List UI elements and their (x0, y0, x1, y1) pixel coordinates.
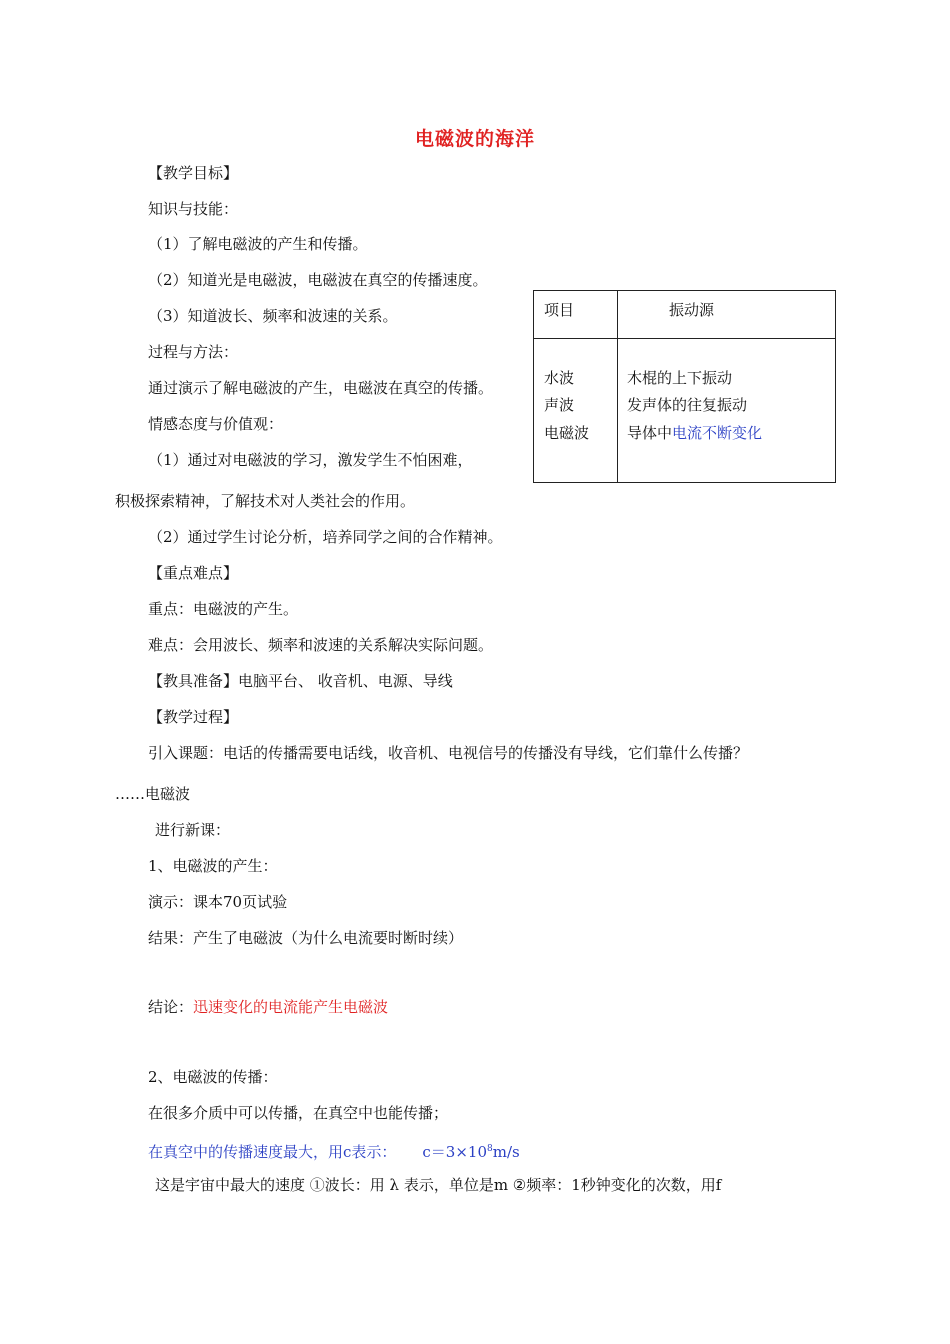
result-text: 结果：产生了电磁波（为什么电流要时断时续） (148, 929, 464, 947)
section-heading-process: 【教学过程】 (148, 708, 239, 726)
table-row-source-highlight: 电流不断变化 (672, 424, 763, 442)
speed-of-light-line (148, 1139, 520, 1162)
objective-item-3: （3）知道波长、频率和波速的关系。 (148, 307, 398, 325)
speed-description: 在真空中的传播速度最大，用c表示： (148, 1143, 397, 1161)
table-column-divider (617, 291, 618, 482)
objective-item-2: （2）知道光是电磁波，电磁波在真空的传播速度。 (148, 271, 488, 289)
conclusion-highlight: 迅速变化的电流能产生电磁波 (193, 998, 389, 1016)
demo-text: 演示：课本70页试验 (148, 893, 288, 911)
attitude-item-2: （2）通过学生讨论分析，培养同学之间的合作精神。 (148, 528, 503, 546)
table-row-source: 发声体的往复振动 (627, 396, 748, 414)
speed-formula: c＝3×10 (422, 1143, 488, 1161)
attitude-item-1-continued: 积极探索精神，了解技术对人类社会的作用。 (115, 492, 416, 510)
difficult-point-text: 难点：会用波长、频率和波速的关系解决实际问题。 (148, 636, 494, 654)
table-header-item: 项目 (544, 301, 575, 319)
subheading-attitude-values: 情感态度与价值观： (148, 415, 284, 433)
table-header-source: 振动源 (669, 301, 715, 319)
teaching-aids-text: 【教具准备】电脑平台、 收音机、电源、导线 (148, 672, 453, 690)
subheading-process-method: 过程与方法： (148, 343, 239, 361)
table-row-item: 声波 (544, 396, 575, 414)
process-method-text: 通过演示了解电磁波的产生，电磁波在真空的传播。 (148, 379, 494, 397)
table-row-source-prefix: 导体中 (627, 424, 673, 442)
table-row-item: 水波 (544, 369, 575, 387)
section-heading-objectives: 【教学目标】 (148, 164, 239, 182)
speed-exponent: 8 (487, 1144, 493, 1154)
speed-unit: m/s (492, 1143, 520, 1161)
conclusion-line (148, 997, 388, 1017)
conclusion-label: 结论： (148, 998, 194, 1016)
wavelength-frequency-text: 这是宇宙中最大的速度 ①波长：用 λ 表示，单位是m ②频率：1秒钟变化的次数，用f (155, 1176, 722, 1194)
key-point-text: 重点：电磁波的产生。 (148, 600, 299, 618)
table-row-source: 木棍的上下振动 (627, 369, 733, 387)
document-title: 电磁波的海洋 (414, 128, 535, 150)
section-heading-key-points: 【重点难点】 (148, 564, 239, 582)
introduction-answer: ……电磁波 (115, 785, 191, 803)
topic-2-heading: 2、电磁波的传播： (148, 1068, 278, 1086)
table-row-source (627, 423, 762, 443)
table-header-divider (534, 338, 835, 339)
table-row-item: 电磁波 (544, 424, 590, 442)
topic-1-heading: 1、电磁波的产生： (148, 857, 278, 875)
introduction-text: 引入课题：电话的传播需要电话线，收音机、电视信号的传播没有导线，它们靠什么传播？ (148, 744, 749, 762)
attitude-item-1: （1）通过对电磁波的学习，激发学生不怕困难， (148, 451, 473, 469)
new-lesson-heading: 进行新课： (155, 821, 231, 839)
objective-item-1: （1）了解电磁波的产生和传播。 (148, 235, 368, 253)
propagation-text: 在很多介质中可以传播，在真空中也能传播； (148, 1104, 449, 1122)
vibration-source-table (533, 290, 836, 483)
subheading-knowledge-skills: 知识与技能： (148, 200, 239, 218)
